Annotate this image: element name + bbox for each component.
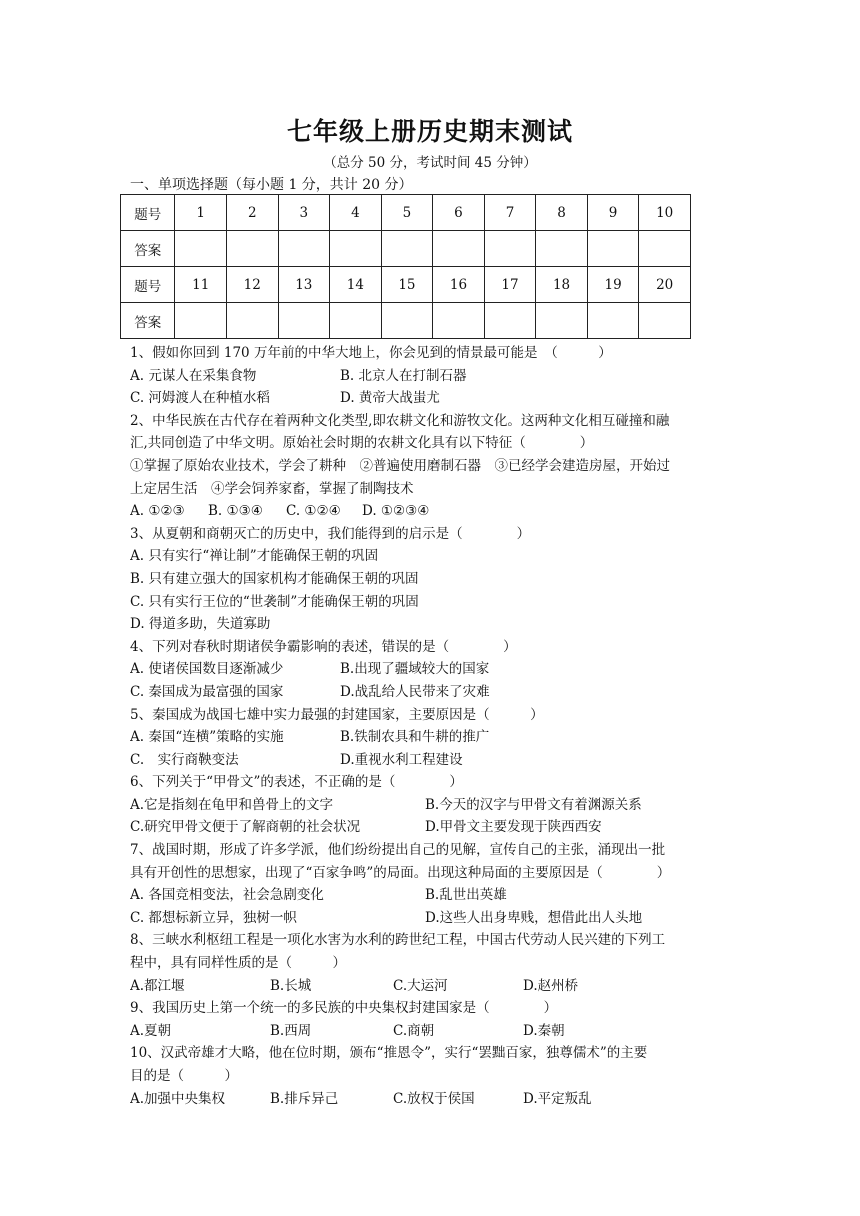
section-heading: 一、单项选择题（每小题 1 分，共计 20 分） bbox=[130, 177, 413, 193]
answer-option[interactable]: C.放权于侯国 bbox=[393, 1090, 475, 1107]
question-number-cell: 15 bbox=[381, 267, 433, 303]
answer-option[interactable]: B. ①③④ bbox=[208, 503, 263, 520]
answer-option[interactable]: B.乱世出英雄 bbox=[425, 887, 507, 904]
question-stem-line: 7、战国时期，形成了许多学派，他们纷纷提出自己的见解，宣传自己的主张，涌现出一批 bbox=[130, 842, 666, 859]
answer-option[interactable]: B.长城 bbox=[270, 977, 312, 994]
answer-option[interactable]: B.西周 bbox=[270, 1022, 312, 1039]
answer-option[interactable]: B.铁制农具和牛耕的推广 bbox=[340, 729, 490, 746]
answer-option[interactable]: B.今天的汉字与甲骨文有着渊源关系 bbox=[425, 796, 642, 813]
answer-option[interactable]: D.赵州桥 bbox=[523, 977, 579, 994]
answer-table-answer-row bbox=[121, 231, 691, 267]
option-line bbox=[130, 545, 735, 568]
question-number-cell: 12 bbox=[227, 267, 279, 303]
question-stem-line: 6、下列关于“甲骨文”的表述，不正确的是（ ） bbox=[130, 774, 463, 791]
answer-table-answer-row bbox=[121, 303, 691, 339]
answer-option[interactable]: B.排斥异己 bbox=[270, 1090, 339, 1107]
answer-option[interactable]: B. 只有建立强大的国家机构才能确保王朝的巩固 bbox=[130, 570, 419, 587]
answer-option[interactable]: B. 北京人在打制石器 bbox=[340, 367, 467, 384]
answer-option[interactable]: A.夏朝 bbox=[130, 1022, 172, 1039]
answer-option[interactable]: D. ①②③④ bbox=[362, 503, 430, 520]
question-stem-line: 9、我国历史上第一个统一的多民族的中央集权封建国家是（ ） bbox=[130, 1000, 558, 1017]
answer-option[interactable]: A. 秦国“连横”策略的实施 bbox=[130, 729, 284, 746]
answer-cell[interactable] bbox=[484, 231, 536, 267]
answer-cell[interactable] bbox=[278, 231, 330, 267]
answer-cell[interactable] bbox=[175, 303, 227, 339]
question-number-cell: 7 bbox=[484, 195, 536, 231]
answer-option[interactable]: B.出现了疆域较大的国家 bbox=[340, 661, 490, 678]
answer-option[interactable]: C.大运河 bbox=[393, 977, 448, 994]
question-stem-line: 8、三峡水利枢纽工程是一项化水害为水利的跨世纪工程，中国古代劳动人民兴建的下列工 bbox=[130, 932, 666, 949]
question-stem-line: ①掌握了原始农业技术，学会了耕种 ②普遍使用磨制石器 ③已经学会建造房屋，开始过 bbox=[130, 457, 670, 474]
option-line bbox=[130, 794, 735, 817]
question-item bbox=[130, 771, 735, 839]
question-stem-line: 4、下列对春秋时期诸侯争霸影响的表述，错误的是（ ） bbox=[130, 638, 517, 655]
question-stem-line: 5、秦国成为战国七雄中实力最强的封建国家，主要原因是（ ） bbox=[130, 706, 544, 723]
option-line bbox=[130, 816, 735, 839]
answer-cell[interactable] bbox=[433, 303, 485, 339]
question-stem-line: 汇,共同创造了中华文明。原始社会时期的农耕文化具有以下特征（ ） bbox=[130, 435, 594, 452]
answer-table bbox=[120, 194, 691, 339]
question-number-cell: 8 bbox=[536, 195, 588, 231]
answer-option[interactable]: C. 秦国成为最富强的国家 bbox=[130, 683, 284, 700]
option-line bbox=[130, 365, 735, 388]
answer-cell[interactable] bbox=[227, 231, 279, 267]
answer-option[interactable]: D.重视水利工程建设 bbox=[340, 751, 463, 768]
question-number-cell: 16 bbox=[433, 267, 485, 303]
answer-cell[interactable] bbox=[278, 303, 330, 339]
question-item bbox=[130, 523, 735, 636]
answer-cell[interactable] bbox=[433, 231, 485, 267]
answer-option[interactable]: D.平定叛乱 bbox=[523, 1090, 592, 1107]
question-number-cell: 17 bbox=[484, 267, 536, 303]
number-label-cell: 题号 bbox=[121, 267, 175, 303]
page-title: 七年级上册历史期末测试 bbox=[286, 117, 573, 146]
number-label-cell: 题号 bbox=[121, 195, 175, 231]
question-list bbox=[130, 342, 735, 1110]
answer-option[interactable]: C. 河姆渡人在种植水稻 bbox=[130, 390, 270, 407]
option-line bbox=[130, 500, 735, 523]
option-line bbox=[130, 681, 735, 704]
answer-option[interactable]: A. 使诸侯国数目逐渐减少 bbox=[130, 661, 284, 678]
answer-table-number-row bbox=[121, 267, 691, 303]
answer-cell[interactable] bbox=[330, 231, 382, 267]
answer-cell[interactable] bbox=[639, 231, 691, 267]
question-stem-line: 1、假如你回到 170 万年前的中华大地上，你会见到的情景最可能是 （ ） bbox=[130, 345, 612, 361]
question-number-cell: 4 bbox=[330, 195, 382, 231]
question-number-cell: 18 bbox=[536, 267, 588, 303]
answer-cell[interactable] bbox=[536, 303, 588, 339]
answer-cell[interactable] bbox=[536, 231, 588, 267]
answer-cell[interactable] bbox=[227, 303, 279, 339]
question-item bbox=[130, 839, 735, 929]
option-line bbox=[130, 1020, 735, 1043]
answer-option[interactable]: A. 元谋人在采集食物 bbox=[130, 367, 257, 384]
option-line bbox=[130, 749, 735, 772]
answer-cell[interactable] bbox=[484, 303, 536, 339]
question-number-cell: 9 bbox=[587, 195, 639, 231]
answer-cell[interactable] bbox=[330, 303, 382, 339]
question-number-cell: 6 bbox=[433, 195, 485, 231]
question-number-cell: 19 bbox=[587, 267, 639, 303]
answer-option[interactable]: D.这些人出身卑贱，想借此出人头地 bbox=[425, 909, 643, 926]
answer-label-cell: 答案 bbox=[121, 303, 175, 339]
question-item bbox=[130, 636, 735, 704]
answer-option[interactable]: C. ①②④ bbox=[286, 503, 341, 520]
answer-option[interactable]: D. 得道多助，失道寡助 bbox=[130, 616, 271, 633]
question-number-cell: 10 bbox=[639, 195, 691, 231]
option-line bbox=[130, 658, 735, 681]
option-line bbox=[130, 387, 735, 410]
answer-option[interactable]: C. 都想标新立异，独树一帜 bbox=[130, 909, 297, 926]
answer-cell[interactable] bbox=[175, 231, 227, 267]
question-item bbox=[130, 342, 735, 410]
answer-cell[interactable] bbox=[381, 231, 433, 267]
option-line bbox=[130, 975, 735, 998]
answer-option[interactable]: A.加强中央集权 bbox=[130, 1090, 226, 1107]
answer-cell[interactable] bbox=[587, 231, 639, 267]
question-stem-line: 上定居生活 ④学会饲养家畜，掌握了制陶技术 bbox=[130, 480, 414, 497]
answer-cell[interactable] bbox=[639, 303, 691, 339]
option-line bbox=[130, 591, 735, 614]
question-number-cell: 11 bbox=[175, 267, 227, 303]
question-number-cell: 2 bbox=[227, 195, 279, 231]
answer-option[interactable]: D. 黄帝大战蚩尤 bbox=[340, 390, 440, 407]
answer-option[interactable]: A.它是指刻在龟甲和兽骨上的文字 bbox=[130, 796, 334, 813]
option-line bbox=[130, 613, 735, 636]
answer-option[interactable]: D.秦朝 bbox=[523, 1022, 565, 1039]
question-number-cell: 5 bbox=[381, 195, 433, 231]
answer-table-number-row bbox=[121, 195, 691, 231]
option-line bbox=[130, 726, 735, 749]
answer-cell[interactable] bbox=[381, 303, 433, 339]
question-stem-line: 程中，具有同样性质的是（ ） bbox=[130, 955, 346, 972]
question-stem-line: 目的是（ ） bbox=[130, 1068, 238, 1084]
answer-option[interactable]: A.都江堰 bbox=[130, 977, 185, 994]
option-line bbox=[130, 907, 735, 930]
question-number-cell: 14 bbox=[330, 267, 382, 303]
question-item bbox=[130, 1042, 735, 1110]
option-line bbox=[130, 884, 735, 907]
question-stem-line: 具有开创性的思想家，出现了“百家争鸣”的局面。出现这种局面的主要原因是（ ） bbox=[130, 864, 671, 881]
question-number-cell: 20 bbox=[639, 267, 691, 303]
question-stem-line: 3、从夏朝和商朝灭亡的历史中，我们能得到的启示是（ ） bbox=[130, 525, 531, 542]
question-item bbox=[130, 929, 735, 997]
answer-option[interactable]: D.战乱给人民带来了灾难 bbox=[340, 683, 490, 700]
answer-option[interactable]: A. 各国竞相变法，社会急剧变化 bbox=[130, 887, 324, 904]
question-item bbox=[130, 410, 735, 523]
answer-option[interactable]: D.甲骨文主要发现于陕西西安 bbox=[425, 819, 602, 836]
question-item bbox=[130, 997, 735, 1042]
question-item bbox=[130, 704, 735, 772]
answer-cell[interactable] bbox=[587, 303, 639, 339]
question-number-cell: 1 bbox=[175, 195, 227, 231]
question-number-cell: 3 bbox=[278, 195, 330, 231]
answer-option[interactable]: C. 实行商鞅变法 bbox=[130, 751, 239, 768]
question-stem-line: 2、中华民族在古代存在着两种文化类型,即农耕文化和游牧文化。这两种文化相互碰撞和融 bbox=[130, 412, 670, 429]
page-subtitle: （总分 50 分，考试时间 45 分钟） bbox=[323, 155, 537, 171]
answer-label-cell: 答案 bbox=[121, 231, 175, 267]
answer-option[interactable]: C.研究甲骨文便于了解商朝的社会状况 bbox=[130, 819, 361, 836]
option-line bbox=[130, 568, 735, 591]
answer-option[interactable]: C.商朝 bbox=[393, 1022, 435, 1039]
answer-option[interactable]: A. 只有实行“禅让制”才能确保王朝的巩固 bbox=[130, 548, 379, 565]
answer-option[interactable]: A. ①②③ bbox=[130, 503, 185, 520]
answer-option[interactable]: C. 只有实行王位的“世袭制”才能确保王朝的巩固 bbox=[130, 593, 419, 610]
question-stem-line: 10、汉武帝雄才大略，他在位时期，颁布“推恩令”，实行“罢黜百家，独尊儒术”的主要 bbox=[130, 1045, 648, 1062]
question-number-cell: 13 bbox=[278, 267, 330, 303]
option-line bbox=[130, 1088, 735, 1111]
